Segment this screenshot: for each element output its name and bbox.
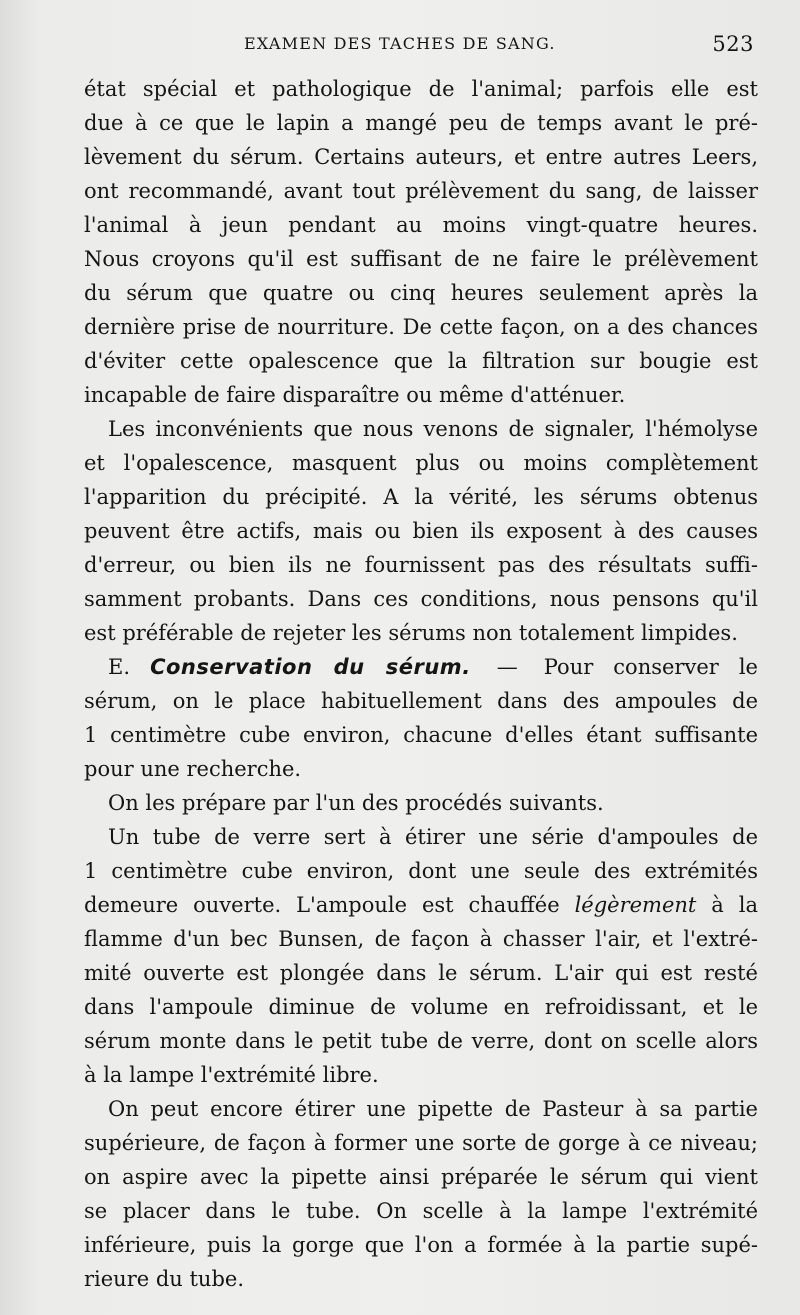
page-number: 523 — [712, 32, 754, 56]
paragraph-start-line: On peut encore étirer une pipette de Pasteur à sa partie — [108, 1097, 758, 1121]
text-line: peuvent être actifs, mais ou bien ils exposent à des causes — [84, 519, 758, 543]
text-fragment: à la — [711, 893, 758, 917]
text-line: 1 centimètre cube environ, dont une seule des extrémités — [84, 859, 758, 883]
text-line: dernière prise de nourriture. De cette façon, on a des chances — [84, 315, 758, 339]
text-line: se placer dans le tube. On scelle à la lampe l'extrémité — [84, 1199, 758, 1223]
text-line: on aspire avec la pipette ainsi préparée le sérum qui vient — [84, 1165, 758, 1189]
text-line: ont recommandé, avant tout prélèvement du sang, de laisser — [84, 179, 758, 203]
emphasis-text: légèrement — [574, 893, 697, 917]
text-line: pour une recherche. — [84, 757, 302, 781]
section-heading-line — [84, 650, 758, 684]
text-line: état spécial et pathologique de l'animal; parfois elle est — [84, 77, 758, 101]
text-line: du sérum que quatre ou cinq heures seulement après la — [84, 281, 758, 305]
text-line: d'erreur, ou bien ils ne fournissent pas des résultats suffi- — [84, 553, 758, 577]
text-line: sérum, on le place habituellement dans des ampoules de — [84, 689, 758, 713]
text-fragment: demeure ouverte. L'ampoule est chauffée — [84, 893, 560, 917]
paragraph-start-line: Un tube de verre sert à étirer une série d'ampoules de — [108, 825, 758, 849]
text-line: l'animal à jeun pendant au moins vingt-quatre heures. — [84, 213, 758, 237]
text-line: flamme d'un bec Bunsen, de façon à chasser l'air, et l'extré- — [84, 927, 758, 951]
text-line: et l'opalescence, masquent plus ou moins complètement — [84, 451, 758, 475]
text-line: l'apparition du précipité. A la vérité, les sérums obtenus — [84, 485, 758, 509]
text-line: due à ce que le lapin a mangé peu de temps avant le pré- — [84, 111, 758, 135]
section-title: Conservation du sérum. — [150, 655, 471, 679]
body-text — [84, 72, 758, 1296]
text-line: lèvement du sérum. Certains auteurs, et entre autres Leers, — [84, 145, 758, 169]
paragraph-start-line: On les prépare par l'un des procédés suivants. — [108, 791, 604, 815]
section-letter: E. — [108, 655, 131, 679]
text-line: Nous croyons qu'il est suffisant de ne faire le prélèvement — [84, 247, 758, 271]
text-line: rieure du tube. — [84, 1267, 245, 1291]
text-line: incapable de faire disparaître ou même d'atténuer. — [84, 383, 626, 407]
text-line: à la lampe l'extrémité libre. — [84, 1063, 379, 1087]
paragraph-start-line: Les inconvénients que nous venons de signaler, l'hémolyse — [108, 417, 758, 441]
text-line: samment probants. Dans ces conditions, nous pensons qu'il — [84, 587, 758, 611]
text-line: dans l'ampoule diminue de volume en refroidissant, et le — [84, 995, 758, 1019]
page-header — [0, 30, 800, 64]
text-line: sérum monte dans le petit tube de verre, dont on scelle alors — [84, 1029, 758, 1053]
em-dash: — — [496, 655, 518, 679]
text-line: supérieure, de façon à former une sorte de gorge à ce niveau; — [84, 1131, 758, 1155]
text-line: d'éviter cette opalescence que la filtration sur bougie est — [84, 349, 758, 373]
text-line: 1 centimètre cube environ, chacune d'elles étant suffisante — [84, 723, 758, 747]
text-line-with-emphasis — [84, 888, 758, 922]
text-line: inférieure, puis la gorge que l'on a formée à la partie supé- — [84, 1233, 758, 1257]
text-line: est préférable de rejeter les sérums non totalement limpides. — [84, 621, 738, 645]
running-title: EXAMEN DES TACHES DE SANG. — [244, 34, 556, 53]
text-line: mité ouverte est plongée dans le sérum. L'air qui est resté — [84, 961, 758, 985]
section-text-start: Pour conserver le — [543, 655, 758, 679]
